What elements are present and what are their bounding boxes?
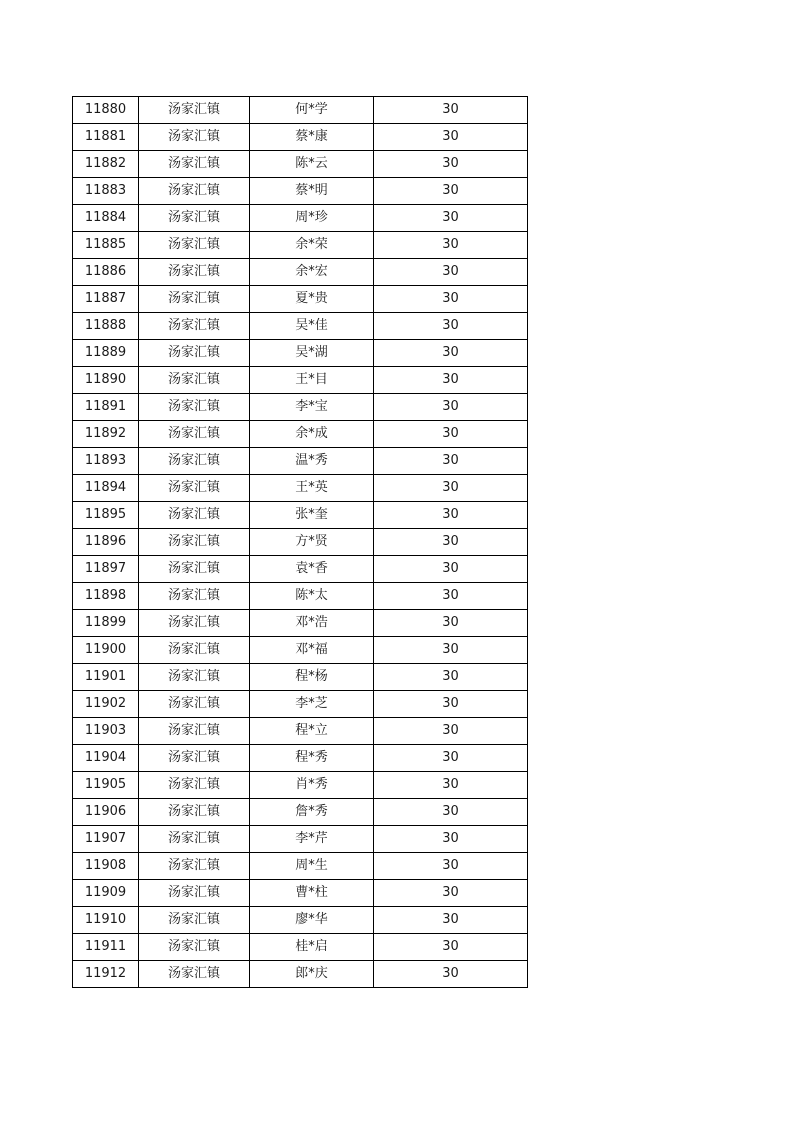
row-number-cell: 11887	[73, 286, 139, 313]
row-number-cell: 11908	[73, 853, 139, 880]
name-cell: 廖*华	[250, 907, 374, 934]
town-cell: 汤家汇镇	[139, 502, 250, 529]
name-cell: 余*荣	[250, 232, 374, 259]
name-cell: 肖*秀	[250, 772, 374, 799]
table-row	[73, 232, 528, 259]
table-row	[73, 313, 528, 340]
amount-cell: 30	[374, 502, 528, 529]
row-number-cell: 11899	[73, 610, 139, 637]
table-row	[73, 340, 528, 367]
name-cell: 程*杨	[250, 664, 374, 691]
town-cell: 汤家汇镇	[139, 691, 250, 718]
table-row	[73, 286, 528, 313]
row-number-cell: 11911	[73, 934, 139, 961]
town-cell: 汤家汇镇	[139, 583, 250, 610]
amount-cell: 30	[374, 826, 528, 853]
amount-cell: 30	[374, 124, 528, 151]
table-row	[73, 853, 528, 880]
town-cell: 汤家汇镇	[139, 205, 250, 232]
amount-cell: 30	[374, 583, 528, 610]
town-cell: 汤家汇镇	[139, 934, 250, 961]
town-cell: 汤家汇镇	[139, 961, 250, 988]
amount-cell: 30	[374, 610, 528, 637]
amount-cell: 30	[374, 934, 528, 961]
name-cell: 程*立	[250, 718, 374, 745]
town-cell: 汤家汇镇	[139, 745, 250, 772]
amount-cell: 30	[374, 313, 528, 340]
amount-cell: 30	[374, 178, 528, 205]
row-number-cell: 11900	[73, 637, 139, 664]
amount-cell: 30	[374, 907, 528, 934]
table-row	[73, 637, 528, 664]
row-number-cell: 11897	[73, 556, 139, 583]
row-number-cell: 11906	[73, 799, 139, 826]
row-number-cell: 11890	[73, 367, 139, 394]
town-cell: 汤家汇镇	[139, 286, 250, 313]
amount-cell: 30	[374, 394, 528, 421]
name-cell: 李*芝	[250, 691, 374, 718]
table-row	[73, 448, 528, 475]
name-cell: 周*珍	[250, 205, 374, 232]
town-cell: 汤家汇镇	[139, 232, 250, 259]
table-row	[73, 772, 528, 799]
table-row	[73, 718, 528, 745]
town-cell: 汤家汇镇	[139, 178, 250, 205]
name-cell: 蔡*明	[250, 178, 374, 205]
town-cell: 汤家汇镇	[139, 799, 250, 826]
table-row	[73, 205, 528, 232]
town-cell: 汤家汇镇	[139, 637, 250, 664]
town-cell: 汤家汇镇	[139, 151, 250, 178]
name-cell: 余*成	[250, 421, 374, 448]
town-cell: 汤家汇镇	[139, 367, 250, 394]
table-row	[73, 151, 528, 178]
row-number-cell: 11892	[73, 421, 139, 448]
town-cell: 汤家汇镇	[139, 556, 250, 583]
table-row	[73, 907, 528, 934]
row-number-cell: 11893	[73, 448, 139, 475]
town-cell: 汤家汇镇	[139, 313, 250, 340]
table-row	[73, 961, 528, 988]
row-number-cell: 11912	[73, 961, 139, 988]
name-cell: 袁*香	[250, 556, 374, 583]
town-cell: 汤家汇镇	[139, 421, 250, 448]
town-cell: 汤家汇镇	[139, 97, 250, 124]
amount-cell: 30	[374, 286, 528, 313]
town-cell: 汤家汇镇	[139, 907, 250, 934]
amount-cell: 30	[374, 151, 528, 178]
table-row	[73, 664, 528, 691]
name-cell: 方*贤	[250, 529, 374, 556]
amount-cell: 30	[374, 880, 528, 907]
name-cell: 蔡*康	[250, 124, 374, 151]
amount-cell: 30	[374, 367, 528, 394]
row-number-cell: 11904	[73, 745, 139, 772]
row-number-cell: 11880	[73, 97, 139, 124]
town-cell: 汤家汇镇	[139, 394, 250, 421]
amount-cell: 30	[374, 961, 528, 988]
row-number-cell: 11909	[73, 880, 139, 907]
name-cell: 夏*贵	[250, 286, 374, 313]
amount-cell: 30	[374, 475, 528, 502]
row-number-cell: 11896	[73, 529, 139, 556]
name-cell: 吴*湖	[250, 340, 374, 367]
table-row	[73, 97, 528, 124]
table-row	[73, 259, 528, 286]
table-row	[73, 124, 528, 151]
row-number-cell: 11882	[73, 151, 139, 178]
table-row	[73, 880, 528, 907]
table-row	[73, 529, 528, 556]
row-number-cell: 11881	[73, 124, 139, 151]
table-row	[73, 178, 528, 205]
town-cell: 汤家汇镇	[139, 826, 250, 853]
row-number-cell: 11903	[73, 718, 139, 745]
name-cell: 陈*云	[250, 151, 374, 178]
row-number-cell: 11898	[73, 583, 139, 610]
name-cell: 温*秀	[250, 448, 374, 475]
table-row	[73, 394, 528, 421]
name-cell: 李*宝	[250, 394, 374, 421]
amount-cell: 30	[374, 448, 528, 475]
town-cell: 汤家汇镇	[139, 124, 250, 151]
row-number-cell: 11884	[73, 205, 139, 232]
amount-cell: 30	[374, 799, 528, 826]
town-cell: 汤家汇镇	[139, 340, 250, 367]
name-cell: 周*生	[250, 853, 374, 880]
town-cell: 汤家汇镇	[139, 259, 250, 286]
amount-cell: 30	[374, 718, 528, 745]
town-cell: 汤家汇镇	[139, 610, 250, 637]
row-number-cell: 11888	[73, 313, 139, 340]
table-row	[73, 934, 528, 961]
name-cell: 王*目	[250, 367, 374, 394]
row-number-cell: 11891	[73, 394, 139, 421]
amount-cell: 30	[374, 529, 528, 556]
amount-cell: 30	[374, 664, 528, 691]
table-row	[73, 475, 528, 502]
table-row	[73, 745, 528, 772]
table-row	[73, 610, 528, 637]
town-cell: 汤家汇镇	[139, 529, 250, 556]
name-cell: 张*奎	[250, 502, 374, 529]
amount-cell: 30	[374, 340, 528, 367]
table-row	[73, 502, 528, 529]
table-row	[73, 421, 528, 448]
table-row	[73, 826, 528, 853]
amount-cell: 30	[374, 421, 528, 448]
name-cell: 邓*浩	[250, 610, 374, 637]
roster-table	[72, 96, 528, 988]
table-row	[73, 583, 528, 610]
amount-cell: 30	[374, 205, 528, 232]
roster-table-body	[73, 97, 528, 988]
amount-cell: 30	[374, 259, 528, 286]
town-cell: 汤家汇镇	[139, 664, 250, 691]
amount-cell: 30	[374, 772, 528, 799]
row-number-cell: 11902	[73, 691, 139, 718]
name-cell: 曹*柱	[250, 880, 374, 907]
name-cell: 余*宏	[250, 259, 374, 286]
row-number-cell: 11894	[73, 475, 139, 502]
row-number-cell: 11910	[73, 907, 139, 934]
amount-cell: 30	[374, 637, 528, 664]
town-cell: 汤家汇镇	[139, 475, 250, 502]
row-number-cell: 11885	[73, 232, 139, 259]
amount-cell: 30	[374, 556, 528, 583]
name-cell: 陈*太	[250, 583, 374, 610]
name-cell: 郎*庆	[250, 961, 374, 988]
name-cell: 程*秀	[250, 745, 374, 772]
row-number-cell: 11889	[73, 340, 139, 367]
table-row	[73, 691, 528, 718]
amount-cell: 30	[374, 691, 528, 718]
row-number-cell: 11905	[73, 772, 139, 799]
row-number-cell: 11895	[73, 502, 139, 529]
table-row	[73, 556, 528, 583]
name-cell: 何*学	[250, 97, 374, 124]
name-cell: 李*芹	[250, 826, 374, 853]
name-cell: 王*英	[250, 475, 374, 502]
table-row	[73, 799, 528, 826]
table-row	[73, 367, 528, 394]
amount-cell: 30	[374, 745, 528, 772]
name-cell: 桂*启	[250, 934, 374, 961]
row-number-cell: 11883	[73, 178, 139, 205]
town-cell: 汤家汇镇	[139, 853, 250, 880]
name-cell: 邓*福	[250, 637, 374, 664]
amount-cell: 30	[374, 97, 528, 124]
town-cell: 汤家汇镇	[139, 880, 250, 907]
name-cell: 吴*佳	[250, 313, 374, 340]
amount-cell: 30	[374, 232, 528, 259]
name-cell: 詹*秀	[250, 799, 374, 826]
row-number-cell: 11907	[73, 826, 139, 853]
row-number-cell: 11886	[73, 259, 139, 286]
row-number-cell: 11901	[73, 664, 139, 691]
town-cell: 汤家汇镇	[139, 772, 250, 799]
town-cell: 汤家汇镇	[139, 718, 250, 745]
amount-cell: 30	[374, 853, 528, 880]
town-cell: 汤家汇镇	[139, 448, 250, 475]
